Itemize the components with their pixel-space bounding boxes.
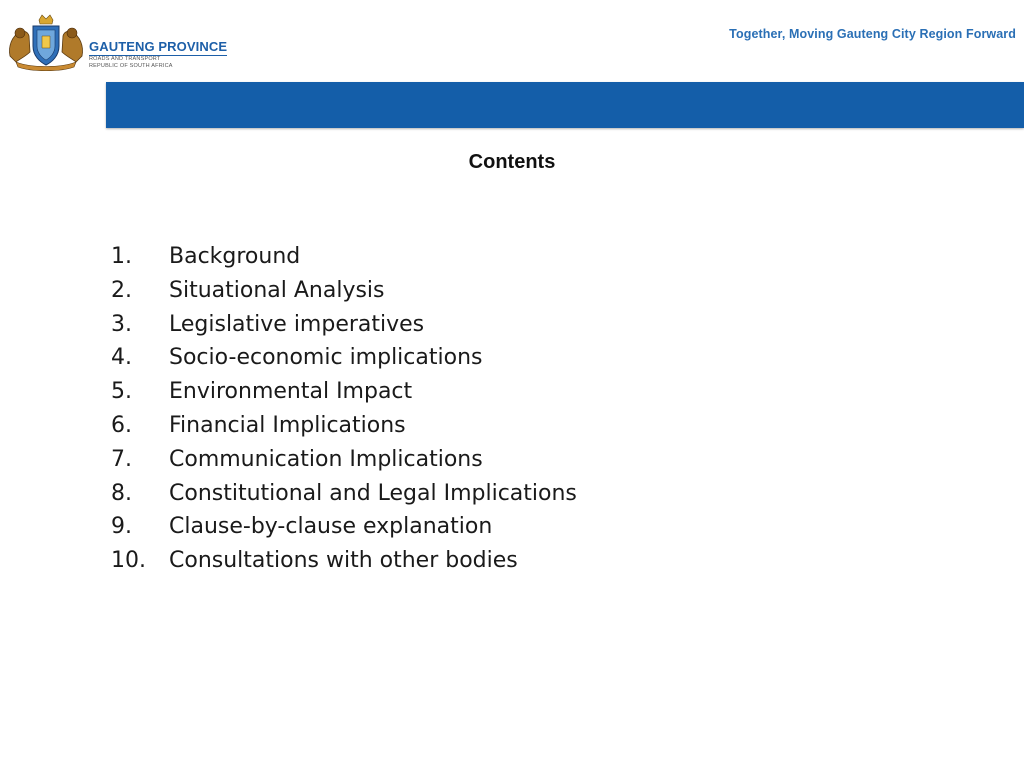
item-label: Environmental Impact [169,379,413,405]
item-label: Constitutional and Legal Implications [169,480,577,506]
item-number: 1. [111,244,132,269]
list-item [111,274,577,308]
coat-of-arms-logo [6,12,86,72]
item-label: Background [169,244,301,269]
item-number: 5. [111,379,132,405]
page-title: Contents [468,151,556,173]
item-label: Clause-by-clause explanation [169,514,493,540]
item-number: 3. [111,311,132,337]
item-number: 8. [111,480,132,506]
list-item [111,477,577,511]
item-label: Communication Implications [169,446,483,472]
item-number: 9. [111,514,132,540]
item-label: Socio-economic implications [169,345,483,371]
org-name: GAUTENG PROVINCE [89,39,228,54]
list-item [111,308,577,342]
list-item [111,240,577,274]
item-number: 4. [111,345,132,371]
list-item [111,375,577,409]
item-label: Financial Implications [169,412,406,438]
item-label: Situational Analysis [169,277,385,303]
item-number: 7. [111,446,132,472]
list-item [111,510,577,544]
item-number: 10. [111,548,146,574]
org-block [89,38,227,70]
org-sub-line-1: ROADS AND TRANSPORT [89,56,161,62]
list-item [111,341,577,375]
contents-list [111,240,577,578]
item-label: Consultations with other bodies [169,548,518,574]
list-item [111,409,577,443]
item-number: 2. [111,277,132,303]
item-label: Legislative imperatives [169,311,425,337]
list-item [111,544,577,578]
item-number: 6. [111,412,132,438]
org-sub-line-2: REPUBLIC OF SOUTH AFRICA [89,63,173,69]
tagline: Together, Moving Gauteng City Region Forward [729,27,1016,41]
header-banner [106,82,1024,128]
list-item [111,443,577,477]
